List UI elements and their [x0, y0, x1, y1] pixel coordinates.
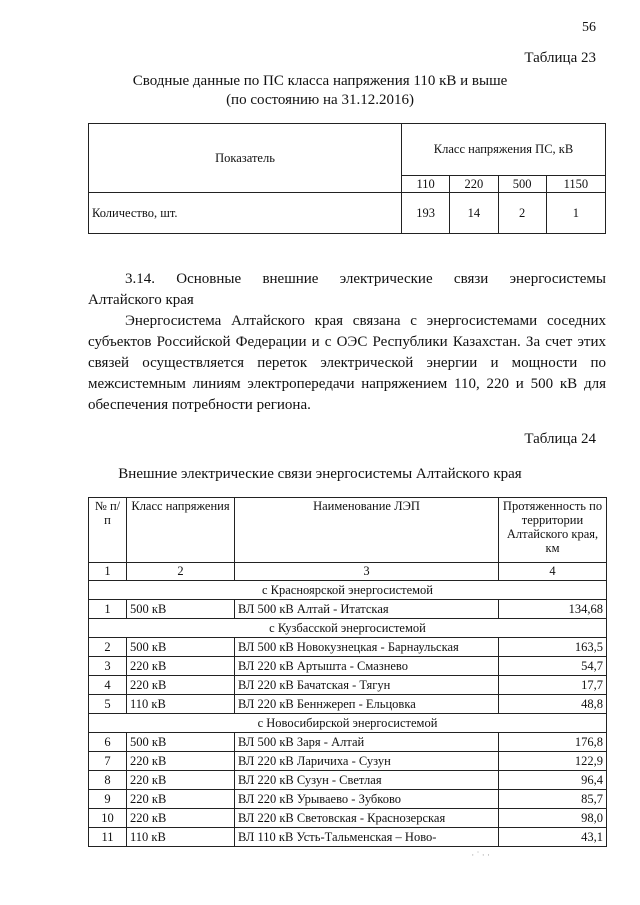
table24-cell-name: ВЛ 110 кВ Усть-Тальменская – Ново-: [235, 828, 499, 847]
table24-cell-name: ВЛ 220 кВ Беннжереп - Ельцовка: [235, 695, 499, 714]
table-row: [89, 695, 607, 714]
table24-cell-length: 48,8: [499, 695, 607, 714]
table24-cell-num: 9: [89, 790, 127, 809]
table24-cell-length: 98,0: [499, 809, 607, 828]
table24-colnum: 2: [127, 563, 235, 581]
section-heading-line1: [88, 269, 606, 290]
section-number: 3.14.: [125, 271, 155, 287]
table24-cell-name: ВЛ 500 кВ Новокузнецкая - Барнаульская: [235, 638, 499, 657]
table24-group-row: [89, 619, 607, 638]
section-word: энергосистемы: [509, 271, 606, 287]
table23-row-label: Количество, шт.: [89, 193, 402, 234]
section-word: электрические: [339, 271, 433, 287]
paragraph-first-line: [88, 311, 606, 332]
table24-group-row: [89, 714, 607, 733]
table24-cell-class: 220 кВ: [127, 752, 235, 771]
table-row: [89, 828, 607, 847]
table-row: [89, 657, 607, 676]
table24-cell-class: 220 кВ: [127, 657, 235, 676]
table24-title: Внешние электрические связи энергосистемы Алтайского края: [118, 466, 522, 482]
table23-class-cell: 500: [498, 176, 546, 193]
table-row: [89, 600, 607, 619]
paragraph-line1-text: Энергосистема Алтайского края связана с энергосистемами соседних: [125, 313, 606, 329]
scan-artifact: · ˙ · ·: [471, 850, 490, 860]
table24-cell-class: 220 кВ: [127, 676, 235, 695]
table24-cell-length: 176,8: [499, 733, 607, 752]
table23-col-indicator: Показатель: [89, 124, 402, 193]
table24-cell-length: 43,1: [499, 828, 607, 847]
table24-cell-num: 5: [89, 695, 127, 714]
table24-cell-num: 7: [89, 752, 127, 771]
table-row: [89, 790, 607, 809]
table24-colnum: 4: [499, 563, 607, 581]
table23-col-class: Класс напряжения ПС, кВ: [402, 124, 606, 176]
table24-cell-name: ВЛ 220 кВ Ларичиха - Сузун: [235, 752, 499, 771]
table23-value-cell: 193: [402, 193, 450, 234]
table24-cell-length: 54,7: [499, 657, 607, 676]
table24-colnum: 1: [89, 563, 127, 581]
paragraph-rest: субъектов Российской Федерации и с ОЭС Республики Казахстан. За счет этих связей осуществляется переток электрической энергии и мощности по межсистемным линиям электропередачи напряжением 110, 220 и 500 кВ для обеспечения потребности региона.: [88, 334, 606, 413]
table-row: [89, 638, 607, 657]
table23-value-cell: 2: [498, 193, 546, 234]
table23-title-line1: Сводные данные по ПС класса напряжения 110 кВ и выше: [132, 73, 508, 89]
table24-cell-class: 500 кВ: [127, 638, 235, 657]
table24-cell-num: 2: [89, 638, 127, 657]
table24-cell-length: 134,68: [499, 600, 607, 619]
table24-header-length: Протяженность по территории Алтайского края, км: [499, 498, 607, 563]
table24-header-name: Наименование ЛЭП: [235, 498, 499, 563]
table24-cell-num: 3: [89, 657, 127, 676]
table24-header-class: Класс напряжения: [127, 498, 235, 563]
table23-title-line2: (по состоянию на 31.12.2016): [226, 92, 414, 108]
table24-cell-num: 4: [89, 676, 127, 695]
table23-class-cell: 110: [402, 176, 450, 193]
section-heading: [88, 269, 606, 311]
table24-cell-name: ВЛ 220 кВ Сузун - Светлая: [235, 771, 499, 790]
table24-cell-num: 10: [89, 809, 127, 828]
table24-cell-name: ВЛ 500 кВ Заря - Алтай: [235, 733, 499, 752]
table24-cell-num: 8: [89, 771, 127, 790]
table24: [88, 497, 607, 847]
table24-group-row: [89, 581, 607, 600]
table24-cell-class: 220 кВ: [127, 771, 235, 790]
section-word: Основные: [176, 271, 242, 287]
section-word: внешние: [262, 271, 319, 287]
page-number: 56: [582, 20, 596, 35]
table24-cell-num: 11: [89, 828, 127, 847]
table23-value-cell: 14: [450, 193, 498, 234]
table23-class-cell: 1150: [546, 176, 605, 193]
section-heading-line2: Алтайского края: [88, 292, 194, 308]
table-row: [89, 771, 607, 790]
table24-group-title: с Кузбасской энергосистемой: [89, 619, 607, 638]
table23: [88, 123, 606, 234]
table24-group-title: с Красноярской энергосистемой: [89, 581, 607, 600]
section-word: связи: [453, 271, 489, 287]
table24-cell-length: 96,4: [499, 771, 607, 790]
table24-cell-class: 500 кВ: [127, 600, 235, 619]
table-row: [89, 752, 607, 771]
table24-cell-num: 1: [89, 600, 127, 619]
table24-group-title: с Новосибирской энергосистемой: [89, 714, 607, 733]
table-row: [89, 676, 607, 695]
table-row: [89, 733, 607, 752]
table24-cell-name: ВЛ 220 кВ Световская - Краснозерская: [235, 809, 499, 828]
table24-cell-name: ВЛ 220 кВ Бачатская - Тягун: [235, 676, 499, 695]
table-row: [89, 809, 607, 828]
table24-cell-class: 500 кВ: [127, 733, 235, 752]
table24-cell-length: 122,9: [499, 752, 607, 771]
table23-title: [0, 72, 640, 110]
table24-cell-name: ВЛ 220 кВ Урываево - Зубково: [235, 790, 499, 809]
table24-cell-name: ВЛ 220 кВ Артышта - Смазнево: [235, 657, 499, 676]
table24-cell-num: 6: [89, 733, 127, 752]
table24-cell-class: 220 кВ: [127, 790, 235, 809]
table23-value-cell: 1: [546, 193, 605, 234]
table24-cell-length: 85,7: [499, 790, 607, 809]
table24-cell-class: 110 кВ: [127, 828, 235, 847]
table23-class-cell: 220: [450, 176, 498, 193]
section-paragraph: [88, 311, 606, 416]
table24-cell-length: 163,5: [499, 638, 607, 657]
table24-cell-length: 17,7: [499, 676, 607, 695]
table24-colnum: 3: [235, 563, 499, 581]
table24-header-num: № п/п: [89, 498, 127, 563]
table23-label: Таблица 23: [524, 50, 596, 66]
table24-cell-name: ВЛ 500 кВ Алтай - Итатская: [235, 600, 499, 619]
table24-label: Таблица 24: [524, 431, 596, 447]
table24-cell-class: 110 кВ: [127, 695, 235, 714]
table24-cell-class: 220 кВ: [127, 809, 235, 828]
